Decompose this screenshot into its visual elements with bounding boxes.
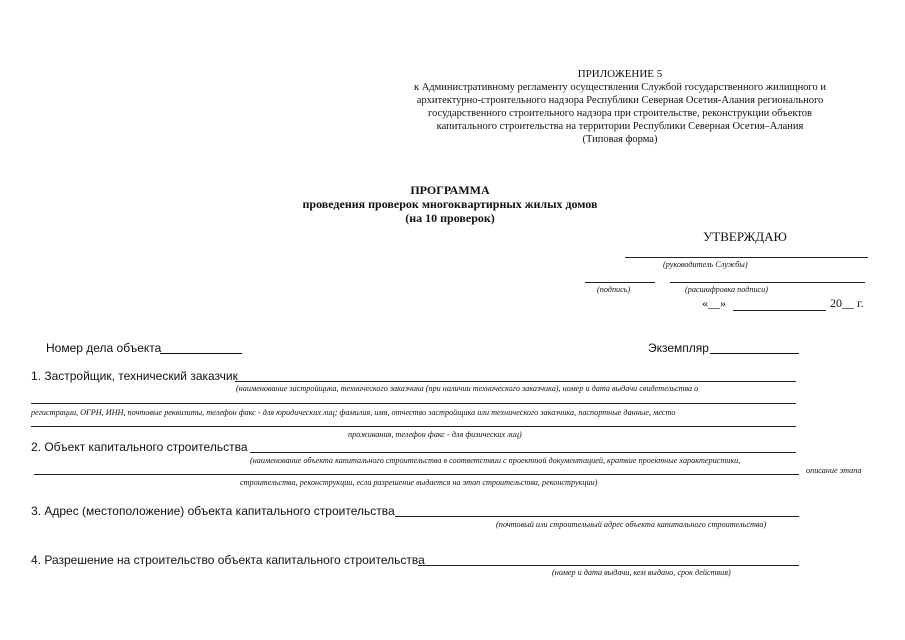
appendix-block (380, 68, 860, 146)
object-field-2[interactable] (34, 474, 799, 475)
program-title: ПРОГРАММА (410, 183, 490, 197)
appendix-line-2: архитектурно-строительного надзора Республики Северная Осетия-Алания регионального (416, 95, 824, 106)
appendix-line-1: к Административному регламенту осуществления Службой государственного жилищного и (414, 82, 826, 93)
address-field[interactable] (395, 516, 799, 517)
address-hint: (почтовый или строительный адрес объекта капитального строительства) (496, 520, 767, 529)
signature-decode-caption: (расшифровка подписи) (685, 285, 769, 294)
appendix-line-4: капитального строительства на территории Республики Северная Осетия–Алания (436, 121, 804, 132)
approver-line[interactable] (625, 257, 868, 258)
developer-field-2[interactable] (31, 403, 796, 404)
approval-heading: УТВЕРЖДАЮ (703, 229, 787, 244)
signature-decode-line[interactable] (670, 282, 865, 283)
permit-label: 4. Разрешение на строительство объекта капитального строительства (31, 553, 425, 567)
copy-label: Экземпляр (648, 341, 709, 355)
object-label: 2. Объект капитального строительства (31, 440, 248, 454)
date-year: 20__ г. (830, 296, 864, 310)
developer-field-1[interactable] (235, 381, 796, 382)
appendix-form-type: (Типовая форма) (582, 134, 658, 145)
object-hint-3: строительства, реконструкции, если разрешение выдается на этап строительства, реконструкции) (240, 478, 598, 487)
developer-hint-3: проживания, телефон факс - для физических лиц) (348, 430, 522, 439)
program-heading (250, 183, 650, 225)
approver-caption: (руководитель Службы) (663, 260, 748, 269)
program-count: (на 10 проверок) (405, 211, 495, 225)
appendix-title: ПРИЛОЖЕНИЕ 5 (577, 68, 663, 80)
developer-hint-2: регистрации, ОГРН, ИНН, почтовые реквизиты, телефон факс - для юридических лиц; фамилия, имя, отчество застройщика или технического заказчика, паспортные данные, место (31, 408, 676, 417)
signature-line[interactable] (585, 282, 655, 283)
address-label: 3. Адрес (местоположение) объекта капитального строительства (31, 504, 395, 518)
case-number-label: Номер дела объекта (46, 341, 162, 355)
date-month-line[interactable] (733, 310, 826, 311)
program-subtitle: проведения проверок многоквартирных жилых домов (302, 197, 598, 211)
developer-hint-1: (наименование застройщика, технического заказчика (при наличии технического заказчика), номер и дата выдачи свидетельства о (236, 384, 699, 393)
object-hint-2: описание этапа (806, 466, 862, 475)
signature-caption: (подпись) (597, 285, 631, 294)
date-day: «__» (702, 296, 726, 310)
object-field-1[interactable] (250, 452, 796, 453)
case-number-field[interactable] (160, 353, 242, 354)
developer-field-3[interactable] (31, 426, 796, 427)
object-hint-1: (наименование объекта капитального строительства в соответствии с проектной документацией, краткие проектные характеристики, (250, 456, 741, 465)
permit-field[interactable] (418, 565, 799, 566)
copy-field[interactable] (710, 353, 799, 354)
permit-hint: (номер и дата выдачи, кем выдано, срок действия) (552, 568, 731, 577)
developer-label: 1. Застройщик, технический заказчик (31, 369, 238, 383)
appendix-line-3: государственного строительного надзора при строительстве, реконструкции объектов (428, 108, 812, 119)
